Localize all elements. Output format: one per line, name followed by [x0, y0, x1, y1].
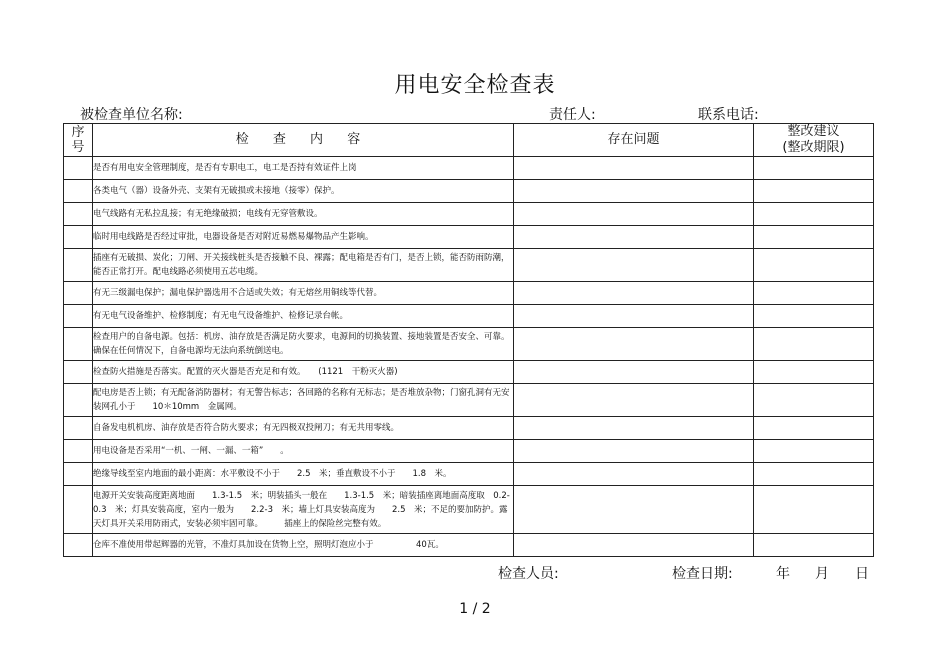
table-header-row: [64, 124, 874, 157]
inspected-unit-label: 被检查单位名称:: [80, 107, 183, 123]
suggestion-cell[interactable]: [754, 157, 874, 180]
issue-cell[interactable]: [514, 486, 754, 534]
table-row: [64, 180, 874, 203]
issue-cell[interactable]: [514, 361, 754, 384]
table-row: [64, 282, 874, 305]
check-item: 各类电气（器）设备外壳、支架有无破损或未接地（接零）保护。: [93, 180, 514, 203]
check-item: 临时用电线路是否经过审批，电器设备是否对附近易燃易爆物品产生影响。: [93, 226, 514, 249]
suggestion-cell[interactable]: [754, 486, 874, 534]
seq-cell: [64, 203, 93, 226]
table-row: [64, 203, 874, 226]
suggestion-cell[interactable]: [754, 180, 874, 203]
table-row: [64, 440, 874, 463]
document-title: 用电安全检查表: [394, 73, 556, 98]
seq-cell: [64, 180, 93, 203]
responsible-person-label: 责任人:: [549, 107, 596, 123]
suggestion-cell[interactable]: [754, 463, 874, 486]
table-row: [64, 463, 874, 486]
check-item: 仓库不准使用带起辉器的光管，不准灯具加设在货物上空，照明灯泡应小于 40瓦。: [93, 534, 514, 557]
issue-cell[interactable]: [514, 463, 754, 486]
seq-cell: [64, 440, 93, 463]
seq-cell: [64, 305, 93, 328]
table-row: [64, 384, 874, 417]
suggestion-cell[interactable]: [754, 305, 874, 328]
seq-cell: [64, 249, 93, 282]
check-item: 检查防火措施是否落实。配置的灭火器是否充足和有效。 (1121 干粉灭火器): [93, 361, 514, 384]
table-row: [64, 361, 874, 384]
suggestion-cell[interactable]: [754, 384, 874, 417]
date-month-label: 月: [815, 566, 829, 582]
header-content: 检 查 内 容: [93, 124, 514, 157]
header-seq: [64, 124, 93, 157]
seq-cell: [64, 157, 93, 180]
table-row: [64, 305, 874, 328]
seq-cell: [64, 534, 93, 557]
seq-cell: [64, 226, 93, 249]
seq-cell: [64, 384, 93, 417]
table-row: [64, 486, 874, 534]
issue-cell[interactable]: [514, 157, 754, 180]
issue-cell[interactable]: [514, 440, 754, 463]
issue-cell[interactable]: [514, 282, 754, 305]
suggestion-cell[interactable]: [754, 534, 874, 557]
suggestion-cell[interactable]: [754, 417, 874, 440]
seq-cell: [64, 282, 93, 305]
table-row: [64, 534, 874, 557]
check-item: 配电房是否上锁；有无配备消防器材；有无警告标志；各回路的名称有无标志；是否堆放杂物；门窗孔洞有无安装网孔小于 10＊10mm 金属网。: [93, 384, 514, 417]
table-row: [64, 157, 874, 180]
suggestion-cell[interactable]: [754, 282, 874, 305]
seq-cell: [64, 486, 93, 534]
issue-cell[interactable]: [514, 384, 754, 417]
table-row: [64, 328, 874, 361]
check-item: 自备发电机机房、油存放是否符合防火要求；有无四极双投闸刀；有无共用零线。: [93, 417, 514, 440]
inspector-label: 检查人员:: [498, 566, 559, 582]
inspection-table: [63, 123, 874, 557]
table-row: [64, 417, 874, 440]
table-row: [64, 249, 874, 282]
suggestion-cell[interactable]: [754, 361, 874, 384]
seq-cell: [64, 328, 93, 361]
check-item: 是否有用电安全管理制度，是否有专职电工，电工是否持有效证件上岗: [93, 157, 514, 180]
header-suggestion: 整改建议 (整改期限): [754, 124, 874, 157]
seq-cell: [64, 417, 93, 440]
inspection-date-label: 检查日期:: [672, 566, 733, 582]
suggestion-cell[interactable]: [754, 440, 874, 463]
check-item: 有无电气设备维护、检修制度；有无电气设备维护、检修记录台帐。: [93, 305, 514, 328]
date-year-label: 年: [776, 566, 790, 582]
contact-phone-label: 联系电话:: [698, 107, 759, 123]
suggestion-cell[interactable]: [754, 226, 874, 249]
check-item: 插座有无破损、炭化；刀闸、开关接线桩头是否接触不良、裸露；配电箱是否有门，是否上锁，能否防雨防潮，能否正常打开。配电线路必须使用五芯电缆。: [93, 249, 514, 282]
seq-cell: [64, 361, 93, 384]
check-item: 绝缘导线至室内地面的最小距离：水平敷设不小于 2.5 米；垂直敷设不小于 1.8 米。: [93, 463, 514, 486]
suggestion-cell[interactable]: [754, 203, 874, 226]
header-issue: 存在问题: [514, 124, 754, 157]
issue-cell[interactable]: [514, 226, 754, 249]
issue-cell[interactable]: [514, 328, 754, 361]
check-item: 电源开关安装高度距离地面 1.3-1.5 米；明装插头一般在 1.3-1.5 米；暗装插座离地面高度取 0.2-0.3 米；灯具安装高度，室内一般为 2.2-3 米；墙上灯具安装高度为 2.5 米；不足的要加防护。露天灯具开关采用防雨式，安装必须牢固可靠。 插座上的保险丝完整有效。: [93, 486, 514, 534]
issue-cell[interactable]: [514, 203, 754, 226]
suggestion-cell[interactable]: [754, 249, 874, 282]
table-row: [64, 226, 874, 249]
check-item: 有无三级漏电保护；漏电保护器选用不合适或失效；有无熔丝用铜线等代替。: [93, 282, 514, 305]
issue-cell[interactable]: [514, 180, 754, 203]
issue-cell[interactable]: [514, 417, 754, 440]
issue-cell[interactable]: [514, 249, 754, 282]
suggestion-cell[interactable]: [754, 328, 874, 361]
check-item: 用电设备是否采用“一机、一闸、一漏、一箱” 。: [93, 440, 514, 463]
issue-cell[interactable]: [514, 534, 754, 557]
issue-cell[interactable]: [514, 305, 754, 328]
seq-cell: [64, 463, 93, 486]
page-indicator: 1 / 2: [459, 601, 491, 617]
check-item: 电气线路有无私拉乱接；有无绝缘破损；电线有无穿管敷设。: [93, 203, 514, 226]
date-day-label: 日: [855, 566, 869, 582]
header-seq-text: 序号: [71, 125, 85, 155]
check-item: 检查用户的自备电源。包括：机房、油存放是否满足防火要求，电源间的切换装置、接地装置是否安全、可靠。确保在任何情况下，自备电源均无法向系统倒送电。: [93, 328, 514, 361]
